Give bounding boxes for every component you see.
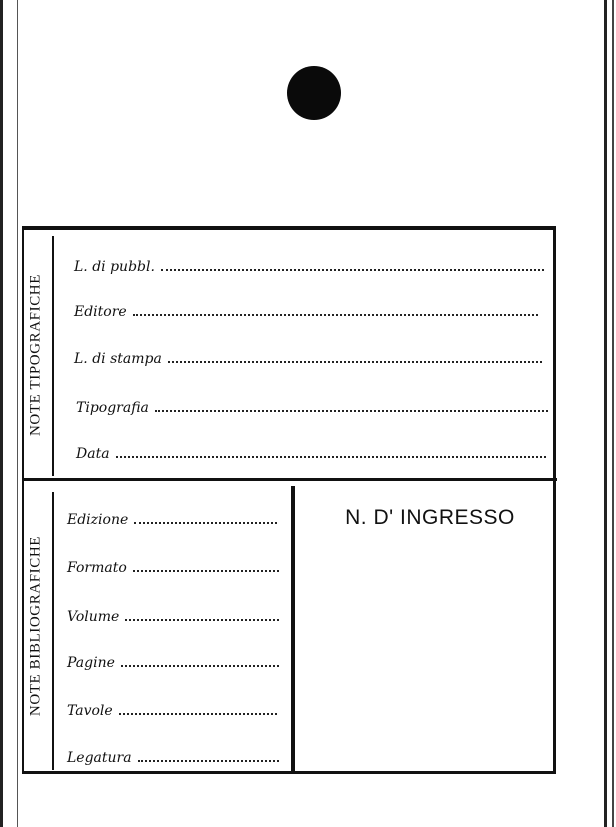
field-label: Tipografia	[76, 400, 149, 416]
field-label: L. di stampa	[74, 351, 162, 367]
right-page-edge	[604, 0, 607, 827]
field-label: Legatura	[67, 750, 132, 766]
field-formato[interactable]	[67, 556, 279, 576]
punch-hole	[287, 66, 341, 120]
field-luogo-pubblicazione[interactable]	[74, 255, 544, 275]
dotted-line	[138, 760, 279, 762]
field-volume[interactable]	[67, 605, 279, 625]
field-pagine[interactable]	[67, 651, 279, 671]
section-divider	[22, 478, 557, 481]
field-data[interactable]	[76, 442, 546, 462]
dotted-line	[161, 269, 544, 271]
field-label: Formato	[67, 560, 127, 576]
field-luogo-stampa[interactable]	[74, 347, 542, 367]
field-label: L. di pubbl.	[74, 259, 155, 275]
dotted-line	[168, 361, 542, 363]
field-editore[interactable]	[74, 300, 538, 320]
dotted-line	[119, 713, 277, 715]
dotted-line	[134, 522, 277, 524]
field-legatura[interactable]	[67, 746, 279, 766]
dotted-line	[125, 619, 279, 621]
field-edizione[interactable]	[67, 508, 277, 528]
dotted-line	[121, 665, 279, 667]
dotted-line	[133, 314, 538, 316]
bibliografiche-side-line	[52, 492, 54, 770]
right-outer-edge	[612, 0, 614, 827]
left-page-edge	[0, 0, 3, 827]
dotted-line	[133, 570, 279, 572]
ingresso-divider	[291, 486, 295, 772]
dotted-line	[116, 456, 546, 458]
field-label: Edizione	[67, 512, 129, 528]
field-label: Pagine	[67, 655, 115, 671]
section-title-tipografiche: NOTE TIPOGRAFICHE	[27, 273, 44, 437]
field-label: Data	[76, 446, 110, 462]
field-label: Tavole	[67, 703, 113, 719]
tipografiche-side-line	[52, 236, 54, 476]
field-label: Volume	[67, 609, 120, 625]
dotted-line	[155, 410, 548, 412]
field-tipografia[interactable]	[76, 396, 548, 416]
numero-ingresso-label: N. D' INGRESSO	[345, 506, 515, 529]
field-tavole[interactable]	[67, 699, 277, 719]
left-inner-edge	[17, 0, 18, 827]
field-label: Editore	[74, 304, 127, 320]
section-title-bibliografiche: NOTE BIBLIOGRAFICHE	[27, 535, 44, 717]
